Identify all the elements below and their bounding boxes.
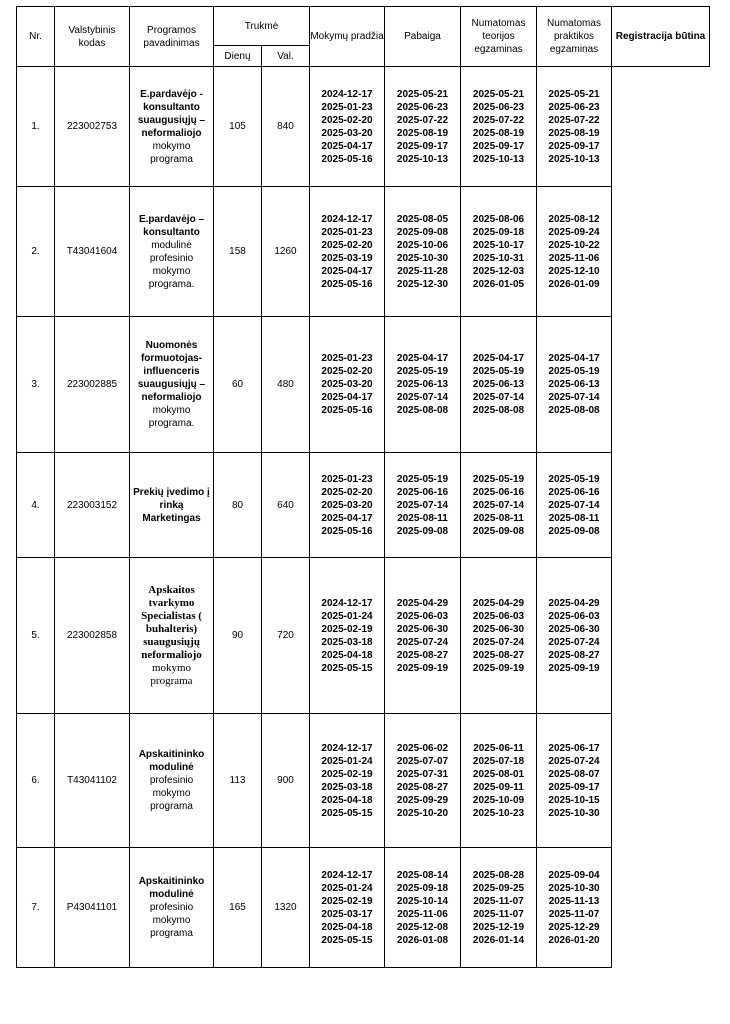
date-value: 2025-04-17 [548, 353, 600, 364]
program-name [130, 453, 214, 558]
date-value: 2025-09-29 [396, 794, 449, 806]
date-value: 2025-10-30 [396, 252, 449, 264]
date-value: 2025-07-22 [396, 114, 449, 126]
empty-cell [612, 848, 710, 968]
date-value: 2025-10-23 [472, 807, 525, 819]
end-dates [385, 848, 461, 968]
date-value: 2024-12-17 [321, 597, 373, 609]
empty-cell [612, 714, 710, 848]
end-dates [385, 453, 461, 558]
program-name-bold: Nuomonės formuotojas-influenceris suaugusiųjų – neformaliojo [137, 340, 206, 403]
header-theory-exam: Numatomas teorijos egzaminas [461, 7, 537, 67]
date-value: 2025-08-05 [396, 213, 449, 225]
date-value: 2025-09-24 [548, 226, 600, 238]
theory-exam-dates [461, 848, 537, 968]
date-value: 2025-07-22 [472, 114, 525, 126]
date-value: 2025-10-14 [396, 895, 449, 907]
date-value: 2025-11-07 [548, 908, 600, 920]
state-code: P43041101 [55, 848, 130, 968]
header-registration: Registracija būtina [612, 7, 710, 67]
date-value: 2025-10-06 [396, 239, 449, 251]
date-value: 2025-03-20 [321, 379, 373, 390]
empty-cell [612, 67, 710, 187]
date-value: 2025-10-13 [548, 153, 600, 165]
theory-exam-dates [461, 558, 537, 714]
date-value: 2025-08-19 [396, 127, 449, 139]
date-value: 2025-01-23 [321, 353, 373, 364]
state-code: 223002858 [55, 558, 130, 714]
duration-hours: 840 [262, 67, 310, 187]
table-row [17, 187, 710, 317]
duration-days: 113 [214, 714, 262, 848]
date-value: 2025-08-08 [548, 405, 600, 416]
date-value: 2025-12-03 [472, 265, 525, 277]
date-value: 2025-06-13 [396, 379, 449, 390]
row-number: 3. [17, 317, 55, 453]
date-value: 2025-06-23 [396, 101, 449, 113]
date-value: 2025-05-19 [548, 473, 600, 485]
date-value: 2025-06-30 [472, 623, 525, 635]
header-nr: Nr. [17, 7, 55, 67]
program-name-bold: Apskaitos tvarkymo Specialistas ( buhalteris) suaugusiųjų neformaliojo [141, 583, 202, 661]
date-value: 2024-12-17 [321, 213, 373, 225]
date-value: 2025-08-07 [548, 768, 600, 780]
date-value: 2025-09-08 [396, 525, 449, 537]
date-value: 2025-06-16 [472, 486, 525, 498]
program-name-normal: mokymo programa [150, 661, 193, 687]
date-value: 2025-10-15 [548, 794, 600, 806]
program-name [130, 714, 214, 848]
date-value: 2025-08-27 [396, 781, 449, 793]
duration-hours: 1260 [262, 187, 310, 317]
date-value: 2025-09-08 [472, 525, 525, 537]
empty-cell [612, 558, 710, 714]
date-value: 2025-04-17 [321, 140, 373, 152]
date-value: 2025-07-24 [396, 636, 449, 648]
end-dates [385, 187, 461, 317]
date-value: 2025-03-20 [321, 127, 373, 139]
date-value: 2025-07-14 [472, 392, 525, 403]
date-value: 2025-10-31 [472, 252, 525, 264]
date-value: 2025-02-20 [321, 486, 373, 498]
header-practice-exam: Numatomas praktikos egzaminas [537, 7, 612, 67]
date-value: 2025-03-18 [321, 636, 373, 648]
date-value: 2025-07-14 [396, 499, 449, 511]
date-value: 2025-12-30 [396, 278, 449, 290]
date-value: 2025-05-21 [548, 88, 600, 100]
duration-days: 158 [214, 187, 262, 317]
header-name: Programos pavadinimas [130, 7, 214, 67]
date-value: 2025-09-19 [396, 662, 449, 674]
date-value: 2025-06-23 [472, 101, 525, 113]
date-value: 2025-01-24 [321, 755, 373, 767]
date-value: 2025-05-19 [396, 366, 449, 377]
date-value: 2025-09-18 [396, 882, 449, 894]
date-value: 2025-07-07 [396, 755, 449, 767]
duration-hours: 900 [262, 714, 310, 848]
row-number: 2. [17, 187, 55, 317]
date-value: 2025-10-22 [548, 239, 600, 251]
date-value: 2025-04-17 [321, 265, 373, 277]
practice-exam-dates [537, 67, 612, 187]
date-value: 2025-08-08 [472, 405, 525, 416]
date-value: 2025-07-14 [472, 499, 525, 511]
date-value: 2025-08-27 [472, 649, 525, 661]
date-value: 2025-09-17 [396, 140, 449, 152]
date-value: 2025-10-30 [548, 882, 600, 894]
row-number: 5. [17, 558, 55, 714]
date-value: 2025-10-09 [472, 794, 525, 806]
program-name-bold: E.pardavėjo - konsultanto suaugusiųjų – neformaliojo [137, 88, 206, 139]
date-value: 2025-12-29 [548, 921, 600, 933]
date-value: 2025-06-13 [548, 379, 600, 390]
practice-exam-dates [537, 453, 612, 558]
date-value: 2025-05-16 [321, 525, 373, 537]
program-name [130, 317, 214, 453]
header-code: Valstybinis kodas [55, 7, 130, 67]
program-name [130, 848, 214, 968]
table-row [17, 558, 710, 714]
state-code: T43041604 [55, 187, 130, 317]
date-value: 2025-08-06 [472, 213, 525, 225]
practice-exam-dates [537, 187, 612, 317]
header-start: Mokymų pradžia [310, 7, 385, 67]
date-value: 2025-01-24 [321, 882, 373, 894]
date-value: 2024-12-17 [321, 742, 373, 754]
date-value: 2025-04-17 [472, 353, 525, 364]
date-value: 2025-05-21 [396, 88, 449, 100]
start-dates [310, 453, 385, 558]
state-code: 223002885 [55, 317, 130, 453]
table-row [17, 848, 710, 968]
duration-hours: 640 [262, 453, 310, 558]
date-value: 2025-01-23 [321, 101, 373, 113]
date-value: 2025-07-14 [548, 392, 600, 403]
date-value: 2025-05-16 [321, 278, 373, 290]
start-dates [310, 67, 385, 187]
row-number: 4. [17, 453, 55, 558]
date-value: 2025-09-17 [548, 140, 600, 152]
row-number: 1. [17, 67, 55, 187]
state-code: 223002753 [55, 67, 130, 187]
date-value: 2024-12-17 [321, 88, 373, 100]
state-code: 223003152 [55, 453, 130, 558]
schedule-table [16, 6, 710, 968]
date-value: 2025-08-12 [548, 213, 600, 225]
start-dates [310, 558, 385, 714]
date-value: 2025-06-16 [548, 486, 600, 498]
theory-exam-dates [461, 187, 537, 317]
date-value: 2025-12-19 [472, 921, 525, 933]
end-dates [385, 558, 461, 714]
date-value: 2025-08-19 [548, 127, 600, 139]
date-value: 2025-05-19 [472, 473, 525, 485]
theory-exam-dates [461, 67, 537, 187]
date-value: 2025-09-04 [548, 869, 600, 881]
date-value: 2025-08-01 [472, 768, 525, 780]
table-row [17, 67, 710, 187]
table-row [17, 453, 710, 558]
date-value: 2025-09-25 [472, 882, 525, 894]
state-code: T43041102 [55, 714, 130, 848]
date-value: 2025-12-08 [396, 921, 449, 933]
date-value: 2026-01-08 [396, 934, 449, 946]
date-value: 2025-06-03 [396, 610, 449, 622]
date-value: 2024-12-17 [321, 869, 373, 881]
start-dates [310, 714, 385, 848]
date-value: 2025-04-17 [396, 353, 449, 364]
empty-cell [612, 453, 710, 558]
date-value: 2025-03-18 [321, 781, 373, 793]
date-value: 2025-05-19 [548, 366, 600, 377]
date-value: 2025-08-08 [396, 405, 449, 416]
date-value: 2025-06-16 [396, 486, 449, 498]
date-value: 2025-05-15 [321, 934, 373, 946]
date-value: 2025-06-13 [472, 379, 525, 390]
date-value: 2025-09-17 [472, 140, 525, 152]
end-dates [385, 714, 461, 848]
table-row [17, 317, 710, 453]
date-value: 2025-03-20 [321, 499, 373, 511]
date-value: 2025-12-10 [548, 265, 600, 277]
date-value: 2025-08-27 [396, 649, 449, 661]
start-dates [310, 848, 385, 968]
program-name-normal: profesinio mokymo programa [149, 902, 194, 939]
date-value: 2025-02-20 [321, 239, 373, 251]
date-value: 2025-05-16 [321, 153, 373, 165]
date-value: 2025-06-03 [548, 610, 600, 622]
date-value: 2025-09-17 [548, 781, 600, 793]
program-name-normal: mokymo programa [150, 140, 193, 165]
date-value: 2025-11-28 [397, 265, 448, 277]
theory-exam-dates [461, 714, 537, 848]
empty-cell [612, 187, 710, 317]
duration-days: 165 [214, 848, 262, 968]
date-value: 2025-03-17 [321, 908, 373, 920]
date-value: 2025-10-13 [472, 153, 525, 165]
theory-exam-dates [461, 453, 537, 558]
program-name [130, 187, 214, 317]
program-name-normal: modulinė profesinio mokymo programa. [148, 239, 195, 290]
date-value: 2025-04-18 [321, 649, 373, 661]
date-value: 2025-07-18 [472, 755, 525, 767]
date-value: 2025-10-30 [548, 807, 600, 819]
date-value: 2025-07-24 [472, 636, 525, 648]
duration-hours: 1320 [262, 848, 310, 968]
date-value: 2025-08-11 [473, 512, 524, 524]
practice-exam-dates [537, 848, 612, 968]
start-dates [310, 187, 385, 317]
date-value: 2025-04-29 [548, 597, 600, 609]
date-value: 2025-06-11 [473, 742, 524, 754]
date-value: 2025-08-19 [472, 127, 525, 139]
practice-exam-dates [537, 317, 612, 453]
date-value: 2025-02-20 [321, 114, 373, 126]
date-value: 2025-09-18 [472, 226, 525, 238]
date-value: 2025-02-19 [321, 623, 373, 635]
date-value: 2025-10-17 [472, 239, 525, 251]
date-value: 2025-02-19 [321, 768, 373, 780]
header-duration: Trukmė [214, 7, 310, 46]
date-value: 2025-11-07 [473, 908, 524, 920]
program-name [130, 67, 214, 187]
header-days: Dienų [214, 46, 262, 67]
date-value: 2025-10-20 [396, 807, 449, 819]
duration-days: 105 [214, 67, 262, 187]
program-name [130, 558, 214, 714]
date-value: 2025-04-18 [321, 794, 373, 806]
date-value: 2025-04-17 [321, 392, 373, 403]
row-number: 7. [17, 848, 55, 968]
date-value: 2025-04-17 [321, 512, 373, 524]
date-value: 2025-11-06 [548, 252, 600, 264]
program-name-bold: Apskaitininko modulinė [138, 749, 205, 773]
date-value: 2026-01-14 [472, 934, 525, 946]
date-value: 2025-05-19 [472, 366, 525, 377]
date-value: 2025-05-16 [321, 405, 373, 416]
date-value: 2026-01-05 [472, 278, 525, 290]
date-value: 2025-02-19 [321, 895, 373, 907]
date-value: 2025-09-08 [396, 226, 449, 238]
date-value: 2025-04-29 [396, 597, 449, 609]
date-value: 2025-07-22 [548, 114, 600, 126]
date-value: 2025-07-31 [396, 768, 449, 780]
date-value: 2025-05-15 [321, 662, 373, 674]
date-value: 2025-08-28 [472, 869, 525, 881]
duration-days: 60 [214, 317, 262, 453]
date-value: 2025-06-03 [472, 610, 525, 622]
program-name-bold: E.pardavėjo – konsultanto [138, 213, 205, 238]
duration-hours: 480 [262, 317, 310, 453]
duration-days: 90 [214, 558, 262, 714]
end-dates [385, 317, 461, 453]
date-value: 2025-09-08 [548, 525, 600, 537]
date-value: 2026-01-20 [548, 934, 600, 946]
date-value: 2025-09-19 [472, 662, 525, 674]
date-value: 2025-05-19 [396, 473, 449, 485]
date-value: 2025-02-20 [321, 366, 373, 377]
date-value: 2025-08-11 [548, 512, 600, 524]
header-end: Pabaiga [385, 7, 461, 67]
date-value: 2025-10-13 [396, 153, 449, 165]
date-value: 2025-01-23 [321, 226, 373, 238]
date-value: 2025-08-11 [397, 512, 448, 524]
date-value: 2025-01-24 [321, 610, 373, 622]
date-value: 2025-11-06 [397, 908, 448, 920]
date-value: 2025-06-17 [548, 742, 600, 754]
end-dates [385, 67, 461, 187]
date-value: 2025-04-29 [472, 597, 525, 609]
date-value: 2025-09-19 [548, 662, 600, 674]
date-value: 2025-08-27 [548, 649, 600, 661]
date-value: 2025-03-19 [321, 252, 373, 264]
header-hours: Val. [262, 46, 310, 67]
theory-exam-dates [461, 317, 537, 453]
date-value: 2025-06-23 [548, 101, 600, 113]
date-value: 2025-07-24 [548, 636, 600, 648]
date-value: 2026-01-09 [548, 278, 600, 290]
row-number: 6. [17, 714, 55, 848]
start-dates [310, 317, 385, 453]
table-row [17, 714, 710, 848]
practice-exam-dates [537, 558, 612, 714]
date-value: 2025-07-14 [396, 392, 449, 403]
date-value: 2025-11-13 [548, 895, 600, 907]
date-value: 2025-07-14 [548, 499, 600, 511]
date-value: 2025-07-24 [548, 755, 600, 767]
date-value: 2025-11-07 [473, 895, 524, 907]
program-name-normal: profesinio mokymo programa [149, 775, 194, 812]
date-value: 2025-05-21 [472, 88, 525, 100]
duration-days: 80 [214, 453, 262, 558]
date-value: 2025-06-02 [396, 742, 449, 754]
program-name-bold: Apskaitininko modulinė [138, 876, 205, 900]
date-value: 2025-06-30 [396, 623, 449, 635]
program-name-normal: mokymo programa. [148, 405, 195, 429]
empty-cell [612, 317, 710, 453]
date-value: 2025-09-11 [473, 781, 524, 793]
date-value: 2025-08-14 [396, 869, 449, 881]
date-value: 2025-05-15 [321, 807, 373, 819]
date-value: 2025-04-18 [321, 921, 373, 933]
date-value: 2025-01-23 [321, 473, 373, 485]
practice-exam-dates [537, 714, 612, 848]
date-value: 2025-06-30 [548, 623, 600, 635]
duration-hours: 720 [262, 558, 310, 714]
program-name-bold: Prekių įvedimo į rinką Marketingas [133, 486, 210, 524]
